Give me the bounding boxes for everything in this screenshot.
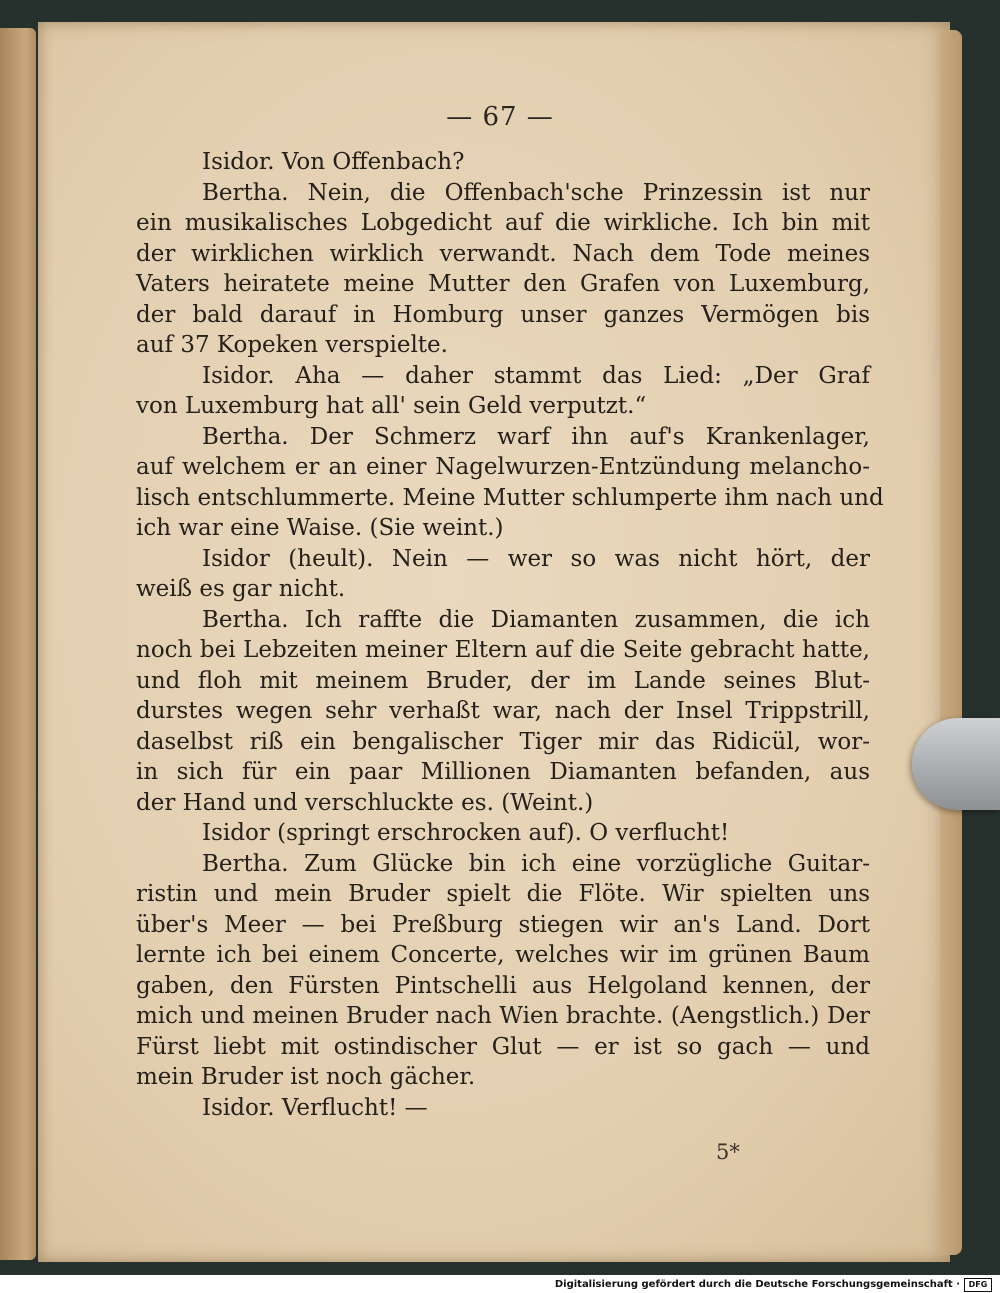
text-line: Isidor. Aha — daher stammt das Lied: „Der Graf [202,362,870,389]
text-line: ein musikalisches Lobgedicht auf die wirkliche. Ich bin mit [136,210,870,236]
text-line: durstes wegen sehr verhaßt war, nach der Insel Trippstrill, [136,698,870,724]
text-line: über's Meer — bei Preßburg stiegen wir an's Land. Dort [136,911,870,938]
signature-mark: 5* [716,1140,740,1164]
text-line: Vaters heiratete meine Mutter den Grafen von Luxemburg, [136,271,870,297]
text-line: und floh mit meinem Bruder, der im Lande seines Blut- [136,667,870,694]
previous-page-edge [0,28,36,1260]
text-line: Bertha. Ich raffte die Diamanten zusammen, die ich [202,606,870,633]
page-stack-edge [940,30,962,1255]
text-line: lernte ich bei einem Concerte, welches wir im grünen Baum [136,942,870,968]
text-line: ich war eine Waise. (Sie weint.) [136,515,504,541]
page-clip [912,718,1000,810]
text-line: gaben, den Fürsten Pintschelli aus Helgoland kennen, der [136,972,870,999]
text-line: der Hand und verschluckte es. (Weint.) [136,789,594,816]
text-line: Bertha. Nein, die Offenbach'sche Prinzessin ist nur [202,179,870,206]
text-line: Fürst liebt mit ostindischer Glut — er ist so gach — und [136,1033,870,1060]
text-line: Bertha. Der Schmerz warf ihn auf's Krankenlager, [202,423,870,450]
text-line: mich und meinen Bruder nach Wien brachte. (Aengstlich.) Der [136,1003,870,1029]
text-line: lisch entschlummerte. Meine Mutter schlumperte ihm nach und [136,484,884,511]
text-line: von Luxemburg hat all' sein Geld verputzt.“ [136,393,647,419]
text-line: ristin und mein Bruder spielt die Flöte. Wir spielten uns [136,881,870,907]
text-line: Isidor. Verflucht! — [202,1094,428,1121]
text-line: Isidor (springt erschrocken auf). O verflucht! [202,820,730,846]
text-line: der wirklichen wirklich verwandt. Nach dem Tode meines [136,240,870,267]
dfg-logo: DFG [964,1278,992,1292]
digitization-credit: Digitalisierung gefördert durch die Deutsche Forschungsgemeinschaft · [554,1279,960,1290]
page-number: — 67 — [446,102,554,132]
page-text [136,147,884,1123]
text-line: in sich für ein paar Millionen Diamanten befanden, aus [136,759,870,785]
text-line: Bertha. Zum Glücke bin ich eine vorzügliche Guitar- [202,850,870,877]
text-line: Isidor. Von Offenbach? [202,149,465,175]
text-line: daselbst riß ein bengalischer Tiger mir das Ridicül, wor- [136,728,870,755]
text-line: weiß es gar nicht. [136,576,346,602]
text-line: der bald darauf in Homburg unser ganzes Vermögen bis [136,301,870,328]
text-line: Isidor (heult). Nein — wer so was nicht hört, der [202,545,870,572]
text-line: auf welchem er an einer Nagelwurzen-Entzündung melancho- [136,454,870,480]
text-line: mein Bruder ist noch gächer. [136,1064,476,1090]
text-line: auf 37 Kopeken verspielte. [136,332,448,358]
text-line: noch bei Lebzeiten meiner Eltern auf die Seite gebracht hatte, [136,637,870,663]
